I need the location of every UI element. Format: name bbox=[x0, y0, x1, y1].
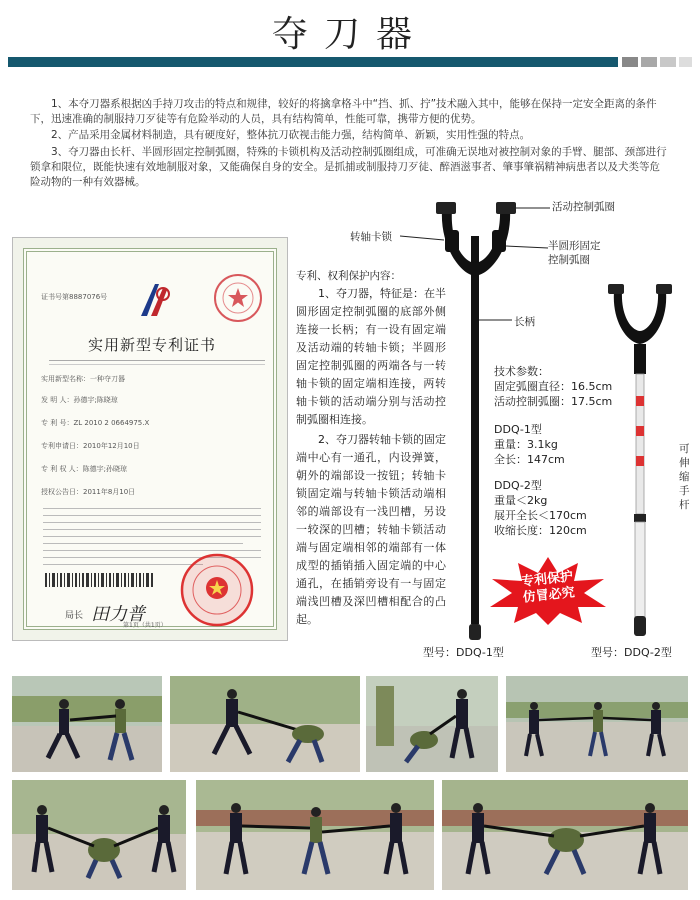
stamp-line-1: 专利保护 bbox=[520, 569, 574, 590]
model-label-2: 型号：DDQ-2型 bbox=[591, 646, 672, 659]
cert-number: 证书号第8887076号 bbox=[41, 293, 108, 301]
patent-heading: 专利、权利保护内容： bbox=[296, 270, 401, 282]
spec-model-2: DDQ-2型 bbox=[494, 479, 542, 492]
cert-signature-label: 局长 bbox=[65, 611, 84, 621]
intro-paragraph-3: 3、夺刀器由长杆、半圆形固定控制弧圈，特殊的卡锁机构及活动控制弧圈组成，可准确无误地对被控制对象的手臂、腿部、颈部进行锁拿和限位，既能快速有效地制服对象，又能确保自身的安全。是抓捕或制服持刀歹徒、醉酒滋事者、肇事肇祸精神病患者以及犬类等危险动物的一种有效器械。 bbox=[30, 146, 667, 188]
cert-corner-seal-icon bbox=[212, 272, 264, 324]
cert-field: 专利申请日：2010年12月10日 bbox=[41, 442, 140, 450]
demo-photo-5 bbox=[12, 780, 186, 890]
callout-telescopic: 可伸缩手杆 bbox=[679, 443, 690, 511]
spec-model-2-weight: 重量＜2kg bbox=[494, 494, 548, 507]
cert-divider bbox=[49, 360, 265, 365]
cert-field: 发 明 人：孙德宇;陈晓琼 bbox=[41, 396, 118, 404]
header-square bbox=[622, 57, 638, 67]
callout-pivot-lock: 转轴卡锁 bbox=[350, 231, 392, 243]
demo-photo-4 bbox=[506, 676, 688, 772]
spec-fixed-diameter: 固定弧圈直径：16.5cm bbox=[494, 380, 613, 393]
spec-model-2-collapsed: 收缩长度：120cm bbox=[494, 524, 587, 537]
patent-office-emblem-icon bbox=[137, 280, 173, 320]
spec-model-1-length: 全长：147cm bbox=[494, 453, 565, 466]
intro-paragraph-2: 2、产品采用金属材料制造，具有硬度好，整体抗刀砍视击能力强，结构简单、新颖，实用性强的特点。 bbox=[51, 129, 531, 141]
spec-model-1-weight: 重量：3.1kg bbox=[494, 438, 558, 451]
demo-photo-6 bbox=[196, 780, 434, 890]
spec-active-diameter: 活动控制弧圈：17.5cm bbox=[494, 395, 613, 408]
patent-claim-2: 2、夺刀器转轴卡锁的固定端中心有一通孔，内设弹簧，朝外的端部设一按钮；转轴卡锁固定端与转轴卡锁活动端相邻的端部设有一浅凹槽，另设一较深的凹槽；转轴卡锁活动端与固定端相邻的端部有一体成型的插销插入固定端的中心通孔，在插销旁设有一与固定端浅凹槽及深凹槽相配合的凸起。 bbox=[296, 433, 446, 626]
official-seal-icon bbox=[179, 552, 255, 628]
cert-field: 实用新型名称：一种夺刀器 bbox=[41, 375, 125, 383]
callout-handle: 长柄 bbox=[514, 316, 535, 328]
spec-model-1: DDQ-1型 bbox=[494, 423, 542, 436]
demo-photo-2 bbox=[170, 676, 360, 772]
cert-page-label: 第1页（共1页） bbox=[123, 622, 167, 629]
header-square bbox=[641, 57, 657, 67]
cert-title: 实用新型专利证书 bbox=[87, 336, 216, 354]
demo-photo-3 bbox=[366, 676, 498, 772]
spec-model-2-extended: 展开全长＜170cm bbox=[494, 509, 587, 522]
intro-paragraph-1: 1、本夺刀器系根据凶手持刀攻击的特点和规律，较好的将擒拿格斗中“挡、抓、拧”技术融入其中，能够在保持一定安全距离的条件下，迅速准确的制服持刀歹徒等有危险举动的人员，具有结构简单，性能可靠，携带方便的优势。 bbox=[30, 98, 657, 125]
cert-field: 专 利 号：ZL 2010 2 0664975.X bbox=[41, 419, 150, 427]
callout-active-arc: 活动控制弧圈 bbox=[552, 201, 615, 213]
page-title: 夺刀器 bbox=[271, 14, 428, 55]
model-label-1: 型号：DDQ-1型 bbox=[423, 646, 504, 659]
stamp-line-2: 仿冒必究 bbox=[522, 585, 576, 606]
header-square bbox=[679, 57, 692, 67]
ddq-2-tool-icon bbox=[608, 284, 672, 636]
spec-heading: 技术参数： bbox=[494, 365, 549, 378]
patent-claim-1: 1、夺刀器，特征是：在半圆形固定控制弧圈的底部外侧连接一长柄；有一设有固定端及活动端的转轴卡锁；半圆形固定控制弧圈的两端各与一转轴卡锁的固定端相连接，两转轴卡锁的活动端分别与活动控制弧圈相连接。 bbox=[296, 287, 446, 426]
cert-signature: 田力普 bbox=[91, 604, 145, 625]
header-bar bbox=[8, 57, 618, 67]
demo-photo-7 bbox=[442, 780, 688, 890]
header-square bbox=[660, 57, 676, 67]
patent-certificate bbox=[12, 237, 288, 641]
cert-field: 专 利 权 人：陈德宇;孙晓琼 bbox=[41, 465, 128, 473]
callout-fixed-arc: 半圆形固定 控制弧圈 bbox=[548, 240, 601, 266]
cert-field: 授权公告日：2011年8月10日 bbox=[41, 488, 136, 496]
barcode-icon bbox=[45, 573, 155, 587]
demo-photo-1 bbox=[12, 676, 162, 772]
